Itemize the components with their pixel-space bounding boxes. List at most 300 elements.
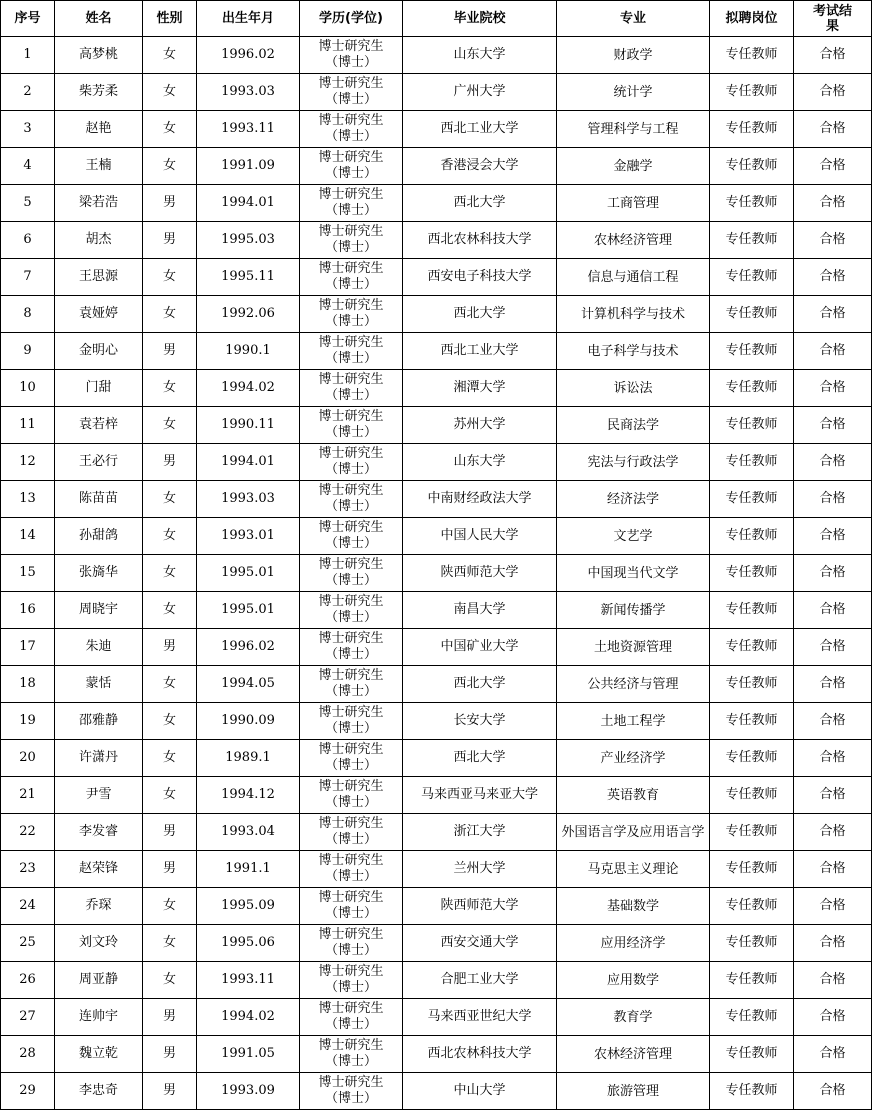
cell-post: 专任教师 <box>710 74 794 111</box>
cell-school: 兰州大学 <box>403 851 557 888</box>
table-row <box>1 999 872 1036</box>
cell-post: 专任教师 <box>710 999 794 1036</box>
cell-no: 12 <box>1 444 55 481</box>
cell-major: 英语教育 <box>557 777 710 814</box>
cell-birth: 1995.03 <box>197 222 300 259</box>
cell-degree: 博士研究生（博士） <box>300 1073 403 1110</box>
cell-birth: 1994.02 <box>197 370 300 407</box>
cell-school: 长安大学 <box>403 703 557 740</box>
table-row <box>1 296 872 333</box>
cell-post: 专任教师 <box>710 703 794 740</box>
cell-birth: 1991.1 <box>197 851 300 888</box>
table-row <box>1 148 872 185</box>
cell-post: 专任教师 <box>710 370 794 407</box>
cell-no: 29 <box>1 1073 55 1110</box>
cell-post: 专任教师 <box>710 851 794 888</box>
cell-result: 合格 <box>794 1036 872 1073</box>
cell-gender: 女 <box>143 666 197 703</box>
table-row <box>1 111 872 148</box>
cell-major: 工商管理 <box>557 185 710 222</box>
cell-major: 金融学 <box>557 148 710 185</box>
cell-gender: 男 <box>143 185 197 222</box>
header-no: 序号 <box>1 1 55 37</box>
cell-name: 袁若梓 <box>55 407 143 444</box>
cell-name: 金明心 <box>55 333 143 370</box>
cell-birth: 1994.01 <box>197 185 300 222</box>
cell-name: 孙甜鸽 <box>55 518 143 555</box>
cell-major: 应用数学 <box>557 962 710 999</box>
cell-no: 28 <box>1 1036 55 1073</box>
table-row <box>1 1073 872 1110</box>
cell-no: 18 <box>1 666 55 703</box>
cell-degree: 博士研究生（博士） <box>300 777 403 814</box>
table-row <box>1 222 872 259</box>
cell-gender: 女 <box>143 259 197 296</box>
cell-school: 合肥工业大学 <box>403 962 557 999</box>
cell-school: 南昌大学 <box>403 592 557 629</box>
cell-name: 张旖华 <box>55 555 143 592</box>
cell-school: 西北工业大学 <box>403 333 557 370</box>
cell-name: 柴芳柔 <box>55 74 143 111</box>
cell-birth: 1995.11 <box>197 259 300 296</box>
cell-school: 西北大学 <box>403 740 557 777</box>
cell-name: 王必行 <box>55 444 143 481</box>
header-post: 拟聘岗位 <box>710 1 794 37</box>
cell-school: 马来西亚世纪大学 <box>403 999 557 1036</box>
table-row <box>1 740 872 777</box>
cell-name: 李发睿 <box>55 814 143 851</box>
cell-major: 农林经济管理 <box>557 222 710 259</box>
cell-name: 胡杰 <box>55 222 143 259</box>
cell-major: 财政学 <box>557 37 710 74</box>
cell-degree: 博士研究生（博士） <box>300 629 403 666</box>
cell-no: 15 <box>1 555 55 592</box>
cell-birth: 1995.09 <box>197 888 300 925</box>
cell-degree: 博士研究生（博士） <box>300 888 403 925</box>
cell-gender: 女 <box>143 925 197 962</box>
table-row <box>1 666 872 703</box>
cell-name: 袁娅婷 <box>55 296 143 333</box>
cell-major: 土地工程学 <box>557 703 710 740</box>
cell-birth: 1994.12 <box>197 777 300 814</box>
table-row <box>1 481 872 518</box>
cell-major: 旅游管理 <box>557 1073 710 1110</box>
cell-degree: 博士研究生（博士） <box>300 999 403 1036</box>
cell-major: 经济法学 <box>557 481 710 518</box>
cell-post: 专任教师 <box>710 666 794 703</box>
cell-name: 乔琛 <box>55 888 143 925</box>
cell-result: 合格 <box>794 814 872 851</box>
cell-result: 合格 <box>794 370 872 407</box>
cell-result: 合格 <box>794 1073 872 1110</box>
cell-name: 邵雅静 <box>55 703 143 740</box>
cell-no: 4 <box>1 148 55 185</box>
cell-name: 连帅宇 <box>55 999 143 1036</box>
header-birth: 出生年月 <box>197 1 300 37</box>
cell-birth: 1993.03 <box>197 481 300 518</box>
cell-degree: 博士研究生（博士） <box>300 407 403 444</box>
cell-no: 16 <box>1 592 55 629</box>
cell-result: 合格 <box>794 851 872 888</box>
cell-major: 产业经济学 <box>557 740 710 777</box>
cell-major: 马克思主义理论 <box>557 851 710 888</box>
cell-gender: 女 <box>143 74 197 111</box>
cell-result: 合格 <box>794 481 872 518</box>
table-row <box>1 925 872 962</box>
cell-gender: 男 <box>143 629 197 666</box>
table-row <box>1 37 872 74</box>
cell-major: 中国现当代文学 <box>557 555 710 592</box>
cell-gender: 男 <box>143 1073 197 1110</box>
cell-name: 李忠奇 <box>55 1073 143 1110</box>
cell-name: 许潇丹 <box>55 740 143 777</box>
cell-post: 专任教师 <box>710 37 794 74</box>
cell-no: 20 <box>1 740 55 777</box>
cell-no: 22 <box>1 814 55 851</box>
cell-gender: 女 <box>143 740 197 777</box>
cell-result: 合格 <box>794 592 872 629</box>
cell-result: 合格 <box>794 925 872 962</box>
cell-no: 27 <box>1 999 55 1036</box>
cell-degree: 博士研究生（博士） <box>300 111 403 148</box>
cell-gender: 女 <box>143 296 197 333</box>
cell-name: 魏立乾 <box>55 1036 143 1073</box>
cell-major: 诉讼法 <box>557 370 710 407</box>
cell-school: 西北大学 <box>403 185 557 222</box>
cell-school: 中山大学 <box>403 1073 557 1110</box>
cell-birth: 1996.02 <box>197 37 300 74</box>
cell-post: 专任教师 <box>710 592 794 629</box>
table-row <box>1 333 872 370</box>
cell-gender: 女 <box>143 37 197 74</box>
table-row <box>1 185 872 222</box>
cell-post: 专任教师 <box>710 518 794 555</box>
cell-degree: 博士研究生（博士） <box>300 481 403 518</box>
cell-birth: 1995.06 <box>197 925 300 962</box>
cell-major: 新闻传播学 <box>557 592 710 629</box>
header-gender: 性别 <box>143 1 197 37</box>
cell-degree: 博士研究生（博士） <box>300 296 403 333</box>
cell-no: 21 <box>1 777 55 814</box>
cell-school: 浙江大学 <box>403 814 557 851</box>
cell-degree: 博士研究生（博士） <box>300 259 403 296</box>
cell-school: 山东大学 <box>403 444 557 481</box>
table-row <box>1 1036 872 1073</box>
cell-result: 合格 <box>794 185 872 222</box>
table-row <box>1 814 872 851</box>
cell-major: 土地资源管理 <box>557 629 710 666</box>
cell-post: 专任教师 <box>710 925 794 962</box>
cell-major: 宪法与行政法学 <box>557 444 710 481</box>
cell-post: 专任教师 <box>710 814 794 851</box>
cell-major: 应用经济学 <box>557 925 710 962</box>
cell-result: 合格 <box>794 888 872 925</box>
cell-birth: 1993.04 <box>197 814 300 851</box>
cell-post: 专任教师 <box>710 962 794 999</box>
cell-name: 周亚静 <box>55 962 143 999</box>
cell-major: 计算机科学与技术 <box>557 296 710 333</box>
cell-result: 合格 <box>794 407 872 444</box>
cell-no: 9 <box>1 333 55 370</box>
cell-birth: 1993.11 <box>197 111 300 148</box>
cell-degree: 博士研究生（博士） <box>300 37 403 74</box>
cell-birth: 1991.09 <box>197 148 300 185</box>
cell-post: 专任教师 <box>710 1073 794 1110</box>
cell-gender: 女 <box>143 148 197 185</box>
cell-degree: 博士研究生（博士） <box>300 444 403 481</box>
cell-result: 合格 <box>794 37 872 74</box>
cell-no: 19 <box>1 703 55 740</box>
cell-post: 专任教师 <box>710 444 794 481</box>
cell-birth: 1990.1 <box>197 333 300 370</box>
table-row <box>1 370 872 407</box>
cell-degree: 博士研究生（博士） <box>300 814 403 851</box>
cell-no: 13 <box>1 481 55 518</box>
cell-post: 专任教师 <box>710 185 794 222</box>
cell-birth: 1993.01 <box>197 518 300 555</box>
cell-gender: 男 <box>143 222 197 259</box>
cell-result: 合格 <box>794 444 872 481</box>
cell-no: 11 <box>1 407 55 444</box>
cell-gender: 女 <box>143 555 197 592</box>
cell-no: 26 <box>1 962 55 999</box>
cell-no: 24 <box>1 888 55 925</box>
cell-school: 西北工业大学 <box>403 111 557 148</box>
table-row <box>1 74 872 111</box>
cell-gender: 女 <box>143 481 197 518</box>
cell-major: 基础数学 <box>557 888 710 925</box>
cell-school: 香港浸会大学 <box>403 148 557 185</box>
cell-degree: 博士研究生（博士） <box>300 370 403 407</box>
cell-name: 门甜 <box>55 370 143 407</box>
table-header-row <box>1 1 872 37</box>
cell-degree: 博士研究生（博士） <box>300 222 403 259</box>
cell-name: 赵艳 <box>55 111 143 148</box>
cell-post: 专任教师 <box>710 407 794 444</box>
cell-school: 西北农林科技大学 <box>403 222 557 259</box>
cell-major: 农林经济管理 <box>557 1036 710 1073</box>
cell-post: 专任教师 <box>710 333 794 370</box>
cell-school: 广州大学 <box>403 74 557 111</box>
header-name: 姓名 <box>55 1 143 37</box>
cell-birth: 1990.11 <box>197 407 300 444</box>
cell-degree: 博士研究生（博士） <box>300 518 403 555</box>
cell-no: 23 <box>1 851 55 888</box>
cell-degree: 博士研究生（博士） <box>300 185 403 222</box>
cell-post: 专任教师 <box>710 148 794 185</box>
cell-post: 专任教师 <box>710 555 794 592</box>
cell-school: 中南财经政法大学 <box>403 481 557 518</box>
cell-result: 合格 <box>794 518 872 555</box>
cell-school: 西北农林科技大学 <box>403 1036 557 1073</box>
cell-degree: 博士研究生（博士） <box>300 851 403 888</box>
cell-birth: 1991.05 <box>197 1036 300 1073</box>
cell-gender: 女 <box>143 111 197 148</box>
cell-name: 高梦桃 <box>55 37 143 74</box>
cell-birth: 1994.02 <box>197 999 300 1036</box>
cell-degree: 博士研究生（博士） <box>300 148 403 185</box>
cell-result: 合格 <box>794 999 872 1036</box>
cell-no: 25 <box>1 925 55 962</box>
cell-no: 8 <box>1 296 55 333</box>
cell-school: 马来西亚马来亚大学 <box>403 777 557 814</box>
cell-birth: 1994.01 <box>197 444 300 481</box>
cell-gender: 男 <box>143 814 197 851</box>
cell-gender: 男 <box>143 333 197 370</box>
cell-birth: 1993.11 <box>197 962 300 999</box>
cell-gender: 女 <box>143 962 197 999</box>
cell-result: 合格 <box>794 555 872 592</box>
cell-major: 文艺学 <box>557 518 710 555</box>
cell-result: 合格 <box>794 962 872 999</box>
cell-school: 陕西师范大学 <box>403 888 557 925</box>
cell-school: 西安电子科技大学 <box>403 259 557 296</box>
cell-name: 朱迪 <box>55 629 143 666</box>
cell-no: 5 <box>1 185 55 222</box>
cell-name: 王思源 <box>55 259 143 296</box>
cell-birth: 1995.01 <box>197 555 300 592</box>
cell-gender: 女 <box>143 407 197 444</box>
cell-degree: 博士研究生（博士） <box>300 666 403 703</box>
cell-degree: 博士研究生（博士） <box>300 962 403 999</box>
table-row <box>1 518 872 555</box>
cell-result: 合格 <box>794 222 872 259</box>
cell-degree: 博士研究生（博士） <box>300 703 403 740</box>
cell-birth: 1993.03 <box>197 74 300 111</box>
cell-post: 专任教师 <box>710 259 794 296</box>
cell-gender: 女 <box>143 777 197 814</box>
cell-post: 专任教师 <box>710 740 794 777</box>
cell-birth: 1992.06 <box>197 296 300 333</box>
cell-result: 合格 <box>794 629 872 666</box>
cell-name: 梁若浩 <box>55 185 143 222</box>
cell-major: 电子科学与技术 <box>557 333 710 370</box>
cell-result: 合格 <box>794 296 872 333</box>
cell-result: 合格 <box>794 148 872 185</box>
cell-post: 专任教师 <box>710 1036 794 1073</box>
cell-school: 陕西师范大学 <box>403 555 557 592</box>
cell-no: 17 <box>1 629 55 666</box>
cell-post: 专任教师 <box>710 296 794 333</box>
table-row <box>1 555 872 592</box>
cell-no: 2 <box>1 74 55 111</box>
cell-gender: 女 <box>143 518 197 555</box>
cell-gender: 女 <box>143 703 197 740</box>
cell-result: 合格 <box>794 111 872 148</box>
cell-post: 专任教师 <box>710 888 794 925</box>
cell-gender: 男 <box>143 444 197 481</box>
cell-degree: 博士研究生（博士） <box>300 555 403 592</box>
cell-name: 刘文玲 <box>55 925 143 962</box>
table-row <box>1 259 872 296</box>
cell-no: 7 <box>1 259 55 296</box>
table-row <box>1 629 872 666</box>
cell-school: 湘潭大学 <box>403 370 557 407</box>
cell-result: 合格 <box>794 666 872 703</box>
cell-degree: 博士研究生（博士） <box>300 740 403 777</box>
cell-result: 合格 <box>794 333 872 370</box>
cell-major: 公共经济与管理 <box>557 666 710 703</box>
cell-school: 西北大学 <box>403 296 557 333</box>
cell-result: 合格 <box>794 259 872 296</box>
cell-no: 3 <box>1 111 55 148</box>
cell-no: 1 <box>1 37 55 74</box>
cell-post: 专任教师 <box>710 111 794 148</box>
cell-degree: 博士研究生（博士） <box>300 592 403 629</box>
table-row <box>1 888 872 925</box>
table-row <box>1 444 872 481</box>
cell-name: 尹雪 <box>55 777 143 814</box>
cell-result: 合格 <box>794 740 872 777</box>
table-row <box>1 777 872 814</box>
cell-no: 6 <box>1 222 55 259</box>
cell-major: 信息与通信工程 <box>557 259 710 296</box>
header-result: 考试结果 <box>794 1 872 37</box>
cell-result: 合格 <box>794 777 872 814</box>
table-row <box>1 851 872 888</box>
table-row <box>1 962 872 999</box>
cell-degree: 博士研究生（博士） <box>300 925 403 962</box>
cell-degree: 博士研究生（博士） <box>300 333 403 370</box>
cell-gender: 男 <box>143 1036 197 1073</box>
cell-major: 民商法学 <box>557 407 710 444</box>
cell-major: 教育学 <box>557 999 710 1036</box>
cell-gender: 女 <box>143 592 197 629</box>
cell-no: 14 <box>1 518 55 555</box>
cell-school: 中国矿业大学 <box>403 629 557 666</box>
cell-gender: 男 <box>143 999 197 1036</box>
cell-post: 专任教师 <box>710 481 794 518</box>
cell-name: 赵荣锋 <box>55 851 143 888</box>
cell-school: 苏州大学 <box>403 407 557 444</box>
cell-name: 周晓宇 <box>55 592 143 629</box>
header-major: 专业 <box>557 1 710 37</box>
cell-birth: 1989.1 <box>197 740 300 777</box>
cell-gender: 男 <box>143 851 197 888</box>
cell-no: 10 <box>1 370 55 407</box>
cell-degree: 博士研究生（博士） <box>300 1036 403 1073</box>
cell-birth: 1993.09 <box>197 1073 300 1110</box>
cell-major: 外国语言学及应用语言学 <box>557 814 710 851</box>
table-row <box>1 407 872 444</box>
table-row <box>1 592 872 629</box>
cell-name: 陈苗苗 <box>55 481 143 518</box>
cell-major: 管理科学与工程 <box>557 111 710 148</box>
cell-post: 专任教师 <box>710 777 794 814</box>
cell-name: 王楠 <box>55 148 143 185</box>
cell-gender: 女 <box>143 888 197 925</box>
cell-school: 山东大学 <box>403 37 557 74</box>
cell-school: 西安交通大学 <box>403 925 557 962</box>
header-degree: 学历(学位) <box>300 1 403 37</box>
cell-school: 西北大学 <box>403 666 557 703</box>
cell-degree: 博士研究生（博士） <box>300 74 403 111</box>
table-row <box>1 703 872 740</box>
cell-result: 合格 <box>794 74 872 111</box>
header-school: 毕业院校 <box>403 1 557 37</box>
cell-post: 专任教师 <box>710 222 794 259</box>
cell-school: 中国人民大学 <box>403 518 557 555</box>
cell-birth: 1990.09 <box>197 703 300 740</box>
cell-birth: 1996.02 <box>197 629 300 666</box>
cell-result: 合格 <box>794 703 872 740</box>
cell-name: 蒙恬 <box>55 666 143 703</box>
cell-gender: 女 <box>143 370 197 407</box>
cell-birth: 1994.05 <box>197 666 300 703</box>
cell-birth: 1995.01 <box>197 592 300 629</box>
cell-post: 专任教师 <box>710 629 794 666</box>
cell-major: 统计学 <box>557 74 710 111</box>
